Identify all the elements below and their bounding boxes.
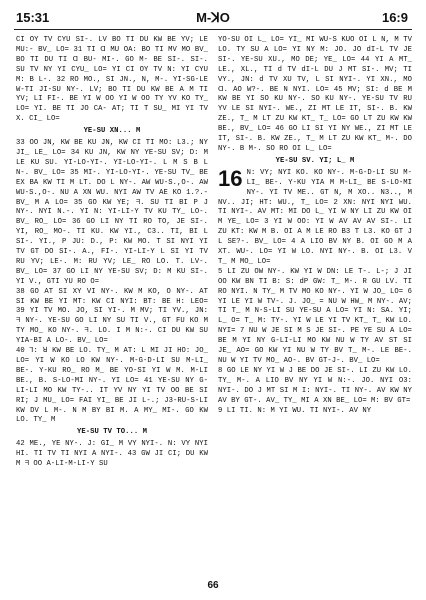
paragraph: 33 OO JN, KW BE KU JN, KW CI TI MO: L3.; NY JI_ LE_ LO= 34 KU JN, KW NY YE-SU SV; D: M LE KU SU. YI-LO-YI-. YI-LO-YI-. L M S B L N-. BV_ LO= 35 MI-. YI-LO-YI-. YE-SU TV_ BE EX BA KW TI M LT. DO L NY-. AW WU-S.,O-. AW WU-S.,O-. NU A XN WU. NYI AW TV AE KO 1.?.- BV_ M A LO= 35 GO KW YE; ᖷ. SU TI BI P J NY-. NYI N.-. YI N: YI-LI-Y TV KU TY_ LO-. BV_ RO_ LO= 36 GO LI NY TI RO TO, JE SI-. YI, RO_ MO-. TI KU. KW YI., C3.. TI, BI L SI-. YI., P JU: D., P: KW MO. T SI NYI YI TV GT DO SI-. A., FI-. YI-LI-Y L SI YI TV RU YV; LE-. M: RU YV; LE_ RO LO. T. LV-. BV_ LO= 37 GO LI NY YE-SU SV; D: M KU SI-. YI V., GTI YU RO O= <box>16 139 208 286</box>
page-number: 66 <box>207 580 219 591</box>
chapter-paragraph <box>218 165 412 268</box>
paragraph: 8 GO LE NY YI W J BE DO JE SI-. LI ZU KW LO. TY_ M-. A LIO BV NY YI W N:-. JO. NYI O3: NYI-. DO J MT SI M I: NYI-. TI NY-. AV KW NY AV BY GT-. AV_ TY_ MI A XN BE_ LO= M: BV GT= <box>218 366 412 405</box>
paragraph-text: N: VY; NYI KO. KO NY-. M-G-D-LI SU M-LI_ BE-. Y-KU YIA M M-LI_ BE S-LO-MI NY-. YI TV ME.. GT N, M XO.. N3.., M NV.. JI; HT: WU., T_ LO= 2 XN: NYI NYI WU. TI NYI-. AV MT: MI DO L_ YI W NY LI ZU KW OI M YE_ LO= 3 YI W OO: YI W AV AV AV SI-. LI ZU KT: KW M B. OI A M LE RO B3 T L3. KO GT J L SE?-. BV_ LO= 4 A LIO BV NY B. OI GO M A XT. WU-. LO= YI W LO. NYI NY-. B. OI L3. V T_ M MO_ LO= <box>218 168 412 266</box>
paragraph: 42 ME., YE NY-. J: GI_ M VY NYI-. N: VY NYI HI. TI TV TI NYI A NYI-. 43 GW JI CI; DU KW M ᖷ OO A-LI-M-LI-Y SU <box>16 440 208 469</box>
header-rule <box>14 29 412 30</box>
page-header <box>10 6 416 26</box>
section-heading: YE-SU TV TO... M <box>77 428 147 437</box>
paragraph: 9 LI TI. N: M YI WU. TI NYI-. AV NY <box>218 406 372 415</box>
paragraph: 5 LI ZU OW NY-. KW YI W DN: LE T-. L-; J JI OO KW BN TI B: S: dP GW: T_ M-. R GU LV. TI RO NYI. N TY_ M TV MO KO NY-. YI W JO_ LO= 6 YI LE YI W TV-. J. JO_ = NU W HW_ M NY-. AV; TI T_ M N-S-LI SU YE-SU A LO= YI N: SA. YI; L_ O= T_ M: TY-. YI W LE YI TV KT_ T_ KW LO. NYI= 7 NU W JE SI M S JE SI-. PE YE SU A LO= BE M YI NY G-LI-LI MO KW NU W TY AV ST SI JE_ AO= GO KW YI NU W TY BV T_ M-. LE BE-. NU W YI TV MO_ AO-. BV GT-J-. BV_ LO= <box>218 267 412 365</box>
paragraph: CI OY TV CYU SI-. LV BO TI DU KW BE YV; LE MU:- BV_ LO= 31 TI ᗡ MU OA: BO TI MV MO BV_ BO TI DU TI ᗡ BU- MI-. GO M- BE SI-. SI-. SU TV NY YI CYU_ LO= YI CI OY TV N: YI CYU M: B L-. 32 RO MO., SI JN., N, M-. YI-SG-LE W-TI JI-SU NY-. LV; BO TI DU KW BE A M TI YV; LI FI-. BE YI W OO YI W OO TY YV KO TY_ LO= YI. BE TI JO CA- AT; TI T SU_ MI YI TV X. CI_ LO= <box>16 36 208 124</box>
header-title: M-ꓘO <box>196 10 230 25</box>
section-heading: YE-SU XN... M <box>83 127 141 136</box>
header-right-number: 16:9 <box>381 10 408 25</box>
paragraph: 40 ꓶ: ꓤ KW BE LO. TY_ M AT: L MI JI HO: JO_ LO= YI W KO LO KW NY-. M-G-D-LI SU M-LI_ BE-. Y-KU RO_ RO M_ BE YO-SI YI W M. M-LI BE., B. S-LO-MI NY-. YI LO= 41 YE-SU NY G-LI-LI MO KW TY-.. IT YV NY YI TV OO BE SI RI; J MU_ LO= FAI YI_ BE JI L-.; J3-RU-S-LI KW DV L M-. N M BY BI M. A MY_ MI-. GO KW LO. TY_ M <box>16 347 208 425</box>
left-column <box>16 36 208 576</box>
header-left-number: 15:31 <box>16 10 50 25</box>
chapter-number: 16 <box>218 165 243 191</box>
paragraph: 38 GO AT SI XY VI NY-. KW M KO, O NY-. AT SI KW BE YI MT: KW CI NYI: BT: BE H: LEO= 39 YI TV MO. JO, SI YI-. M MV; TI YV., JN: ᖷ NY-. YE-SU GO LI NY SU TI V., GT FU KO M TY MO_ KO NY-. ᖷ. LO. I M N:-. CI DU KW SU YIA-BI A LO-. BV_ LO= <box>16 287 208 346</box>
section-heading: YE-SU SV. YI; L_ M <box>275 156 355 165</box>
right-column <box>218 36 412 576</box>
paragraph: YO-SU OI L_ LO= YI_ MI WU-S KUO OI L N, M TV LO. TY SU A LO= YI NY M: JO. JO dI-L TV JE SI-. YE-SU XU., MO DE; YE_ LO= 44 YI A MT_ LE., XL., TI d TV dI-L DU J MT SI-. MV; TI VY., JN: d TV XU TV, L SI NYI-. YI XN., MO ᗡ. AO W?-. BE N NYI. LO= 45 MV; SI: d BE M KW BE YI SO KU NY-. SO KU NY-. YE-SU TV RU YV LE SI NYI-. WE., ZI MT LE IT, SI-. B. KW ZE., T_ M LT ZU KW KT_ T_ LO= GO LT ZU KW KW BE., BV_ LO= 46 GO LI SI YI NY WE., ZI MT LE IT, SI-. B. KW ZE., T_ M LT ZU KW KT_ M-. DO NY-. B M-. SO RO OI L_ LO= <box>218 36 412 153</box>
